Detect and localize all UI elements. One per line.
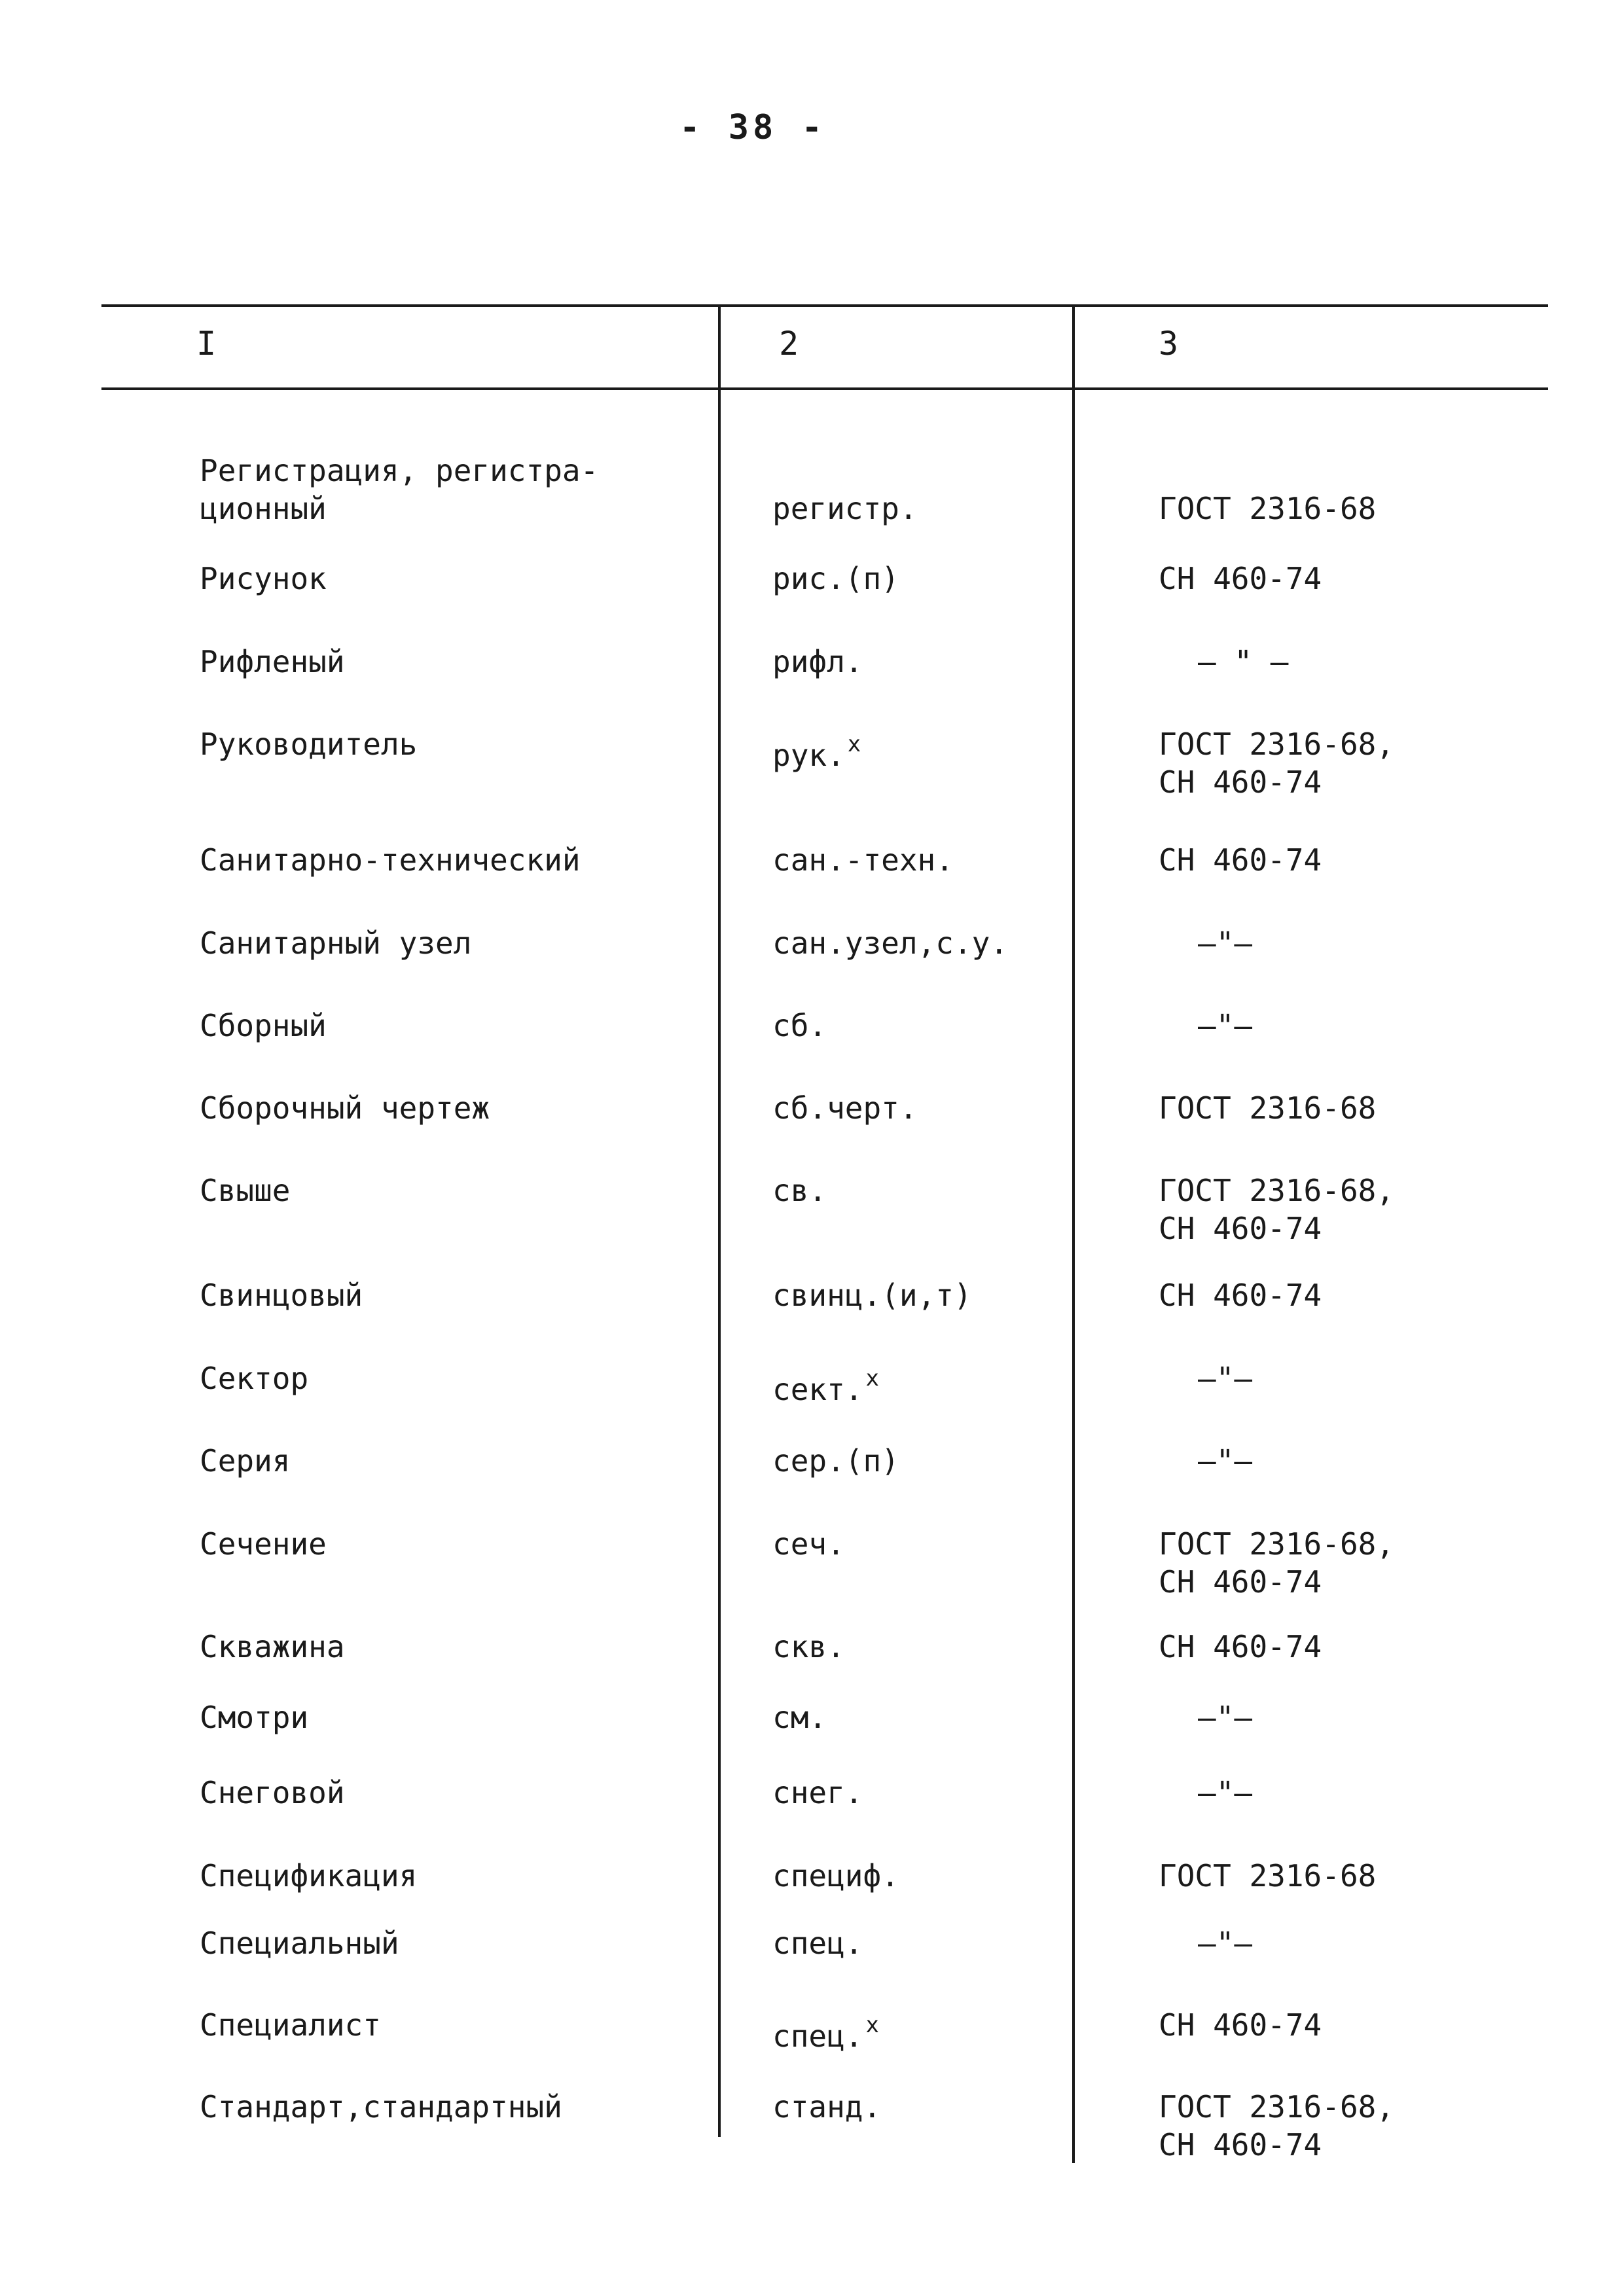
column-header-1: I xyxy=(196,325,217,363)
standard-reference-cell: ГОСТ 2316-68, СН 460-74 xyxy=(1159,1173,1395,1246)
term-cell: Спецификация xyxy=(200,1858,418,1893)
term-cell: Регистрация, регистра- ционный xyxy=(200,453,599,526)
abbreviation-text: сб.черт. xyxy=(772,1090,918,1126)
abbreviation-cell xyxy=(772,924,1060,962)
abbreviation-text: рифл. xyxy=(772,644,863,679)
abbreviation-text: св. xyxy=(772,1173,827,1208)
term-cell: Сектор xyxy=(200,1361,309,1396)
ditto-mark: –"– xyxy=(1198,1443,1253,1479)
standard-reference-cell: ГОСТ 2316-68, СН 460-74 xyxy=(1159,2089,1395,2162)
abbreviation-cell xyxy=(772,490,1060,528)
column-header-2: 2 xyxy=(779,325,799,363)
abbreviation-text: станд. xyxy=(772,2089,882,2125)
term-cell: Санитарно-технический xyxy=(200,842,581,878)
abbreviation-cell xyxy=(772,2088,1060,2126)
standard-reference-cell: СН 460-74 xyxy=(1159,1629,1322,1664)
standard-reference-cell: СН 460-74 xyxy=(1159,1278,1322,1313)
abbreviation-cell xyxy=(772,1359,1060,1408)
abbreviation-cell xyxy=(772,725,1060,774)
term-cell: Снеговой xyxy=(200,1775,345,1810)
standard-reference-cell: СН 460-74 xyxy=(1159,842,1322,878)
abbreviation-text: регистр. xyxy=(772,491,918,526)
abbreviation-text: рис.(п) xyxy=(772,561,899,596)
standard-reference-cell: ГОСТ 2316-68 xyxy=(1159,1090,1377,1126)
term-cell: Стандарт,стандартный xyxy=(200,2089,562,2125)
ditto-mark: –"– xyxy=(1198,925,1253,961)
abbreviation-text: сеч. xyxy=(772,1526,845,1562)
abbreviation-text: скв. xyxy=(772,1629,845,1664)
abbreviation-text: сб. xyxy=(772,1008,827,1043)
standard-reference-cell: ГОСТ 2316-68, СН 460-74 xyxy=(1159,726,1395,800)
term-cell: Санитарный узел xyxy=(200,925,472,961)
table-top-rule xyxy=(101,304,1548,307)
term-cell: Специалист xyxy=(200,2007,381,2043)
ditto-mark: –"– xyxy=(1198,1008,1253,1043)
column-divider-2 xyxy=(1072,304,1075,2163)
abbreviation-cell xyxy=(772,1774,1060,1812)
abbreviation-cell xyxy=(772,1089,1060,1127)
column-header-3: 3 xyxy=(1159,325,1179,363)
term-cell: Специальный xyxy=(200,1926,399,1961)
standard-reference-cell: ГОСТ 2316-68 xyxy=(1159,1858,1377,1893)
ditto-mark: –"– xyxy=(1198,1700,1253,1735)
standard-reference-cell: ГОСТ 2316-68, СН 460-74 xyxy=(1159,1526,1395,1600)
abbreviation-text: свинц.(и,т) xyxy=(772,1278,972,1313)
abbreviation-cell xyxy=(772,1628,1060,1666)
table-header-rule xyxy=(101,387,1548,390)
term-cell: Сечение xyxy=(200,1526,327,1562)
standard-reference-cell: СН 460-74 xyxy=(1159,561,1322,596)
term-cell: Свинцовый xyxy=(200,1278,363,1313)
ditto-mark: –"– xyxy=(1198,1926,1253,1961)
abbreviation-cell xyxy=(772,1525,1060,1563)
abbreviation-text: сан.узел,с.у. xyxy=(772,925,1009,961)
standard-reference-cell: СН 460-74 xyxy=(1159,2007,1322,2043)
abbreviation-cell xyxy=(772,1442,1060,1480)
ditto-mark: –"– xyxy=(1198,1775,1253,1810)
page-number: - 38 - xyxy=(679,108,826,147)
ditto-mark: –"– xyxy=(1198,1361,1253,1396)
term-cell: Серия xyxy=(200,1443,291,1479)
abbreviation-cell xyxy=(772,560,1060,598)
abbreviation-cell xyxy=(772,2006,1060,2055)
abbreviation-text: см. xyxy=(772,1700,827,1735)
abbreviation-cell xyxy=(772,1276,1060,1314)
term-cell: Рифленый xyxy=(200,644,345,679)
abbreviation-text: сер.(п) xyxy=(772,1443,899,1479)
abbreviation-text: спец. xyxy=(772,2018,863,2054)
ditto-mark: – " – xyxy=(1198,644,1289,679)
abbreviation-text: специф. xyxy=(772,1858,899,1893)
abbreviation-text: рук. xyxy=(772,738,845,773)
term-cell: Сборный xyxy=(200,1008,327,1043)
term-cell: Рисунок xyxy=(200,561,327,596)
abbreviation-cell xyxy=(772,841,1060,879)
abbreviation-cell xyxy=(772,1172,1060,1210)
abbreviation-cell xyxy=(772,643,1060,681)
column-divider-1 xyxy=(718,304,721,2137)
abbreviation-cell xyxy=(772,1698,1060,1736)
term-cell: Скважина xyxy=(200,1629,345,1664)
abbreviation-text: снег. xyxy=(772,1775,863,1810)
term-cell: Руководитель xyxy=(200,726,418,762)
term-cell: Смотри xyxy=(200,1700,309,1735)
footnote-mark: х xyxy=(847,731,861,757)
abbreviation-text: сект. xyxy=(772,1372,863,1407)
footnote-mark: х xyxy=(865,2012,879,2038)
abbreviation-cell xyxy=(772,1857,1060,1895)
abbreviation-cell xyxy=(772,1924,1060,1962)
abbreviation-text: спец. xyxy=(772,1926,863,1961)
footnote-mark: х xyxy=(865,1365,879,1391)
abbreviation-text: сан.-техн. xyxy=(772,842,954,878)
term-cell: Свыше xyxy=(200,1173,291,1208)
term-cell: Сборочный чертеж xyxy=(200,1090,490,1126)
abbreviation-cell xyxy=(772,1007,1060,1045)
standard-reference-cell: ГОСТ 2316-68 xyxy=(1159,491,1377,526)
